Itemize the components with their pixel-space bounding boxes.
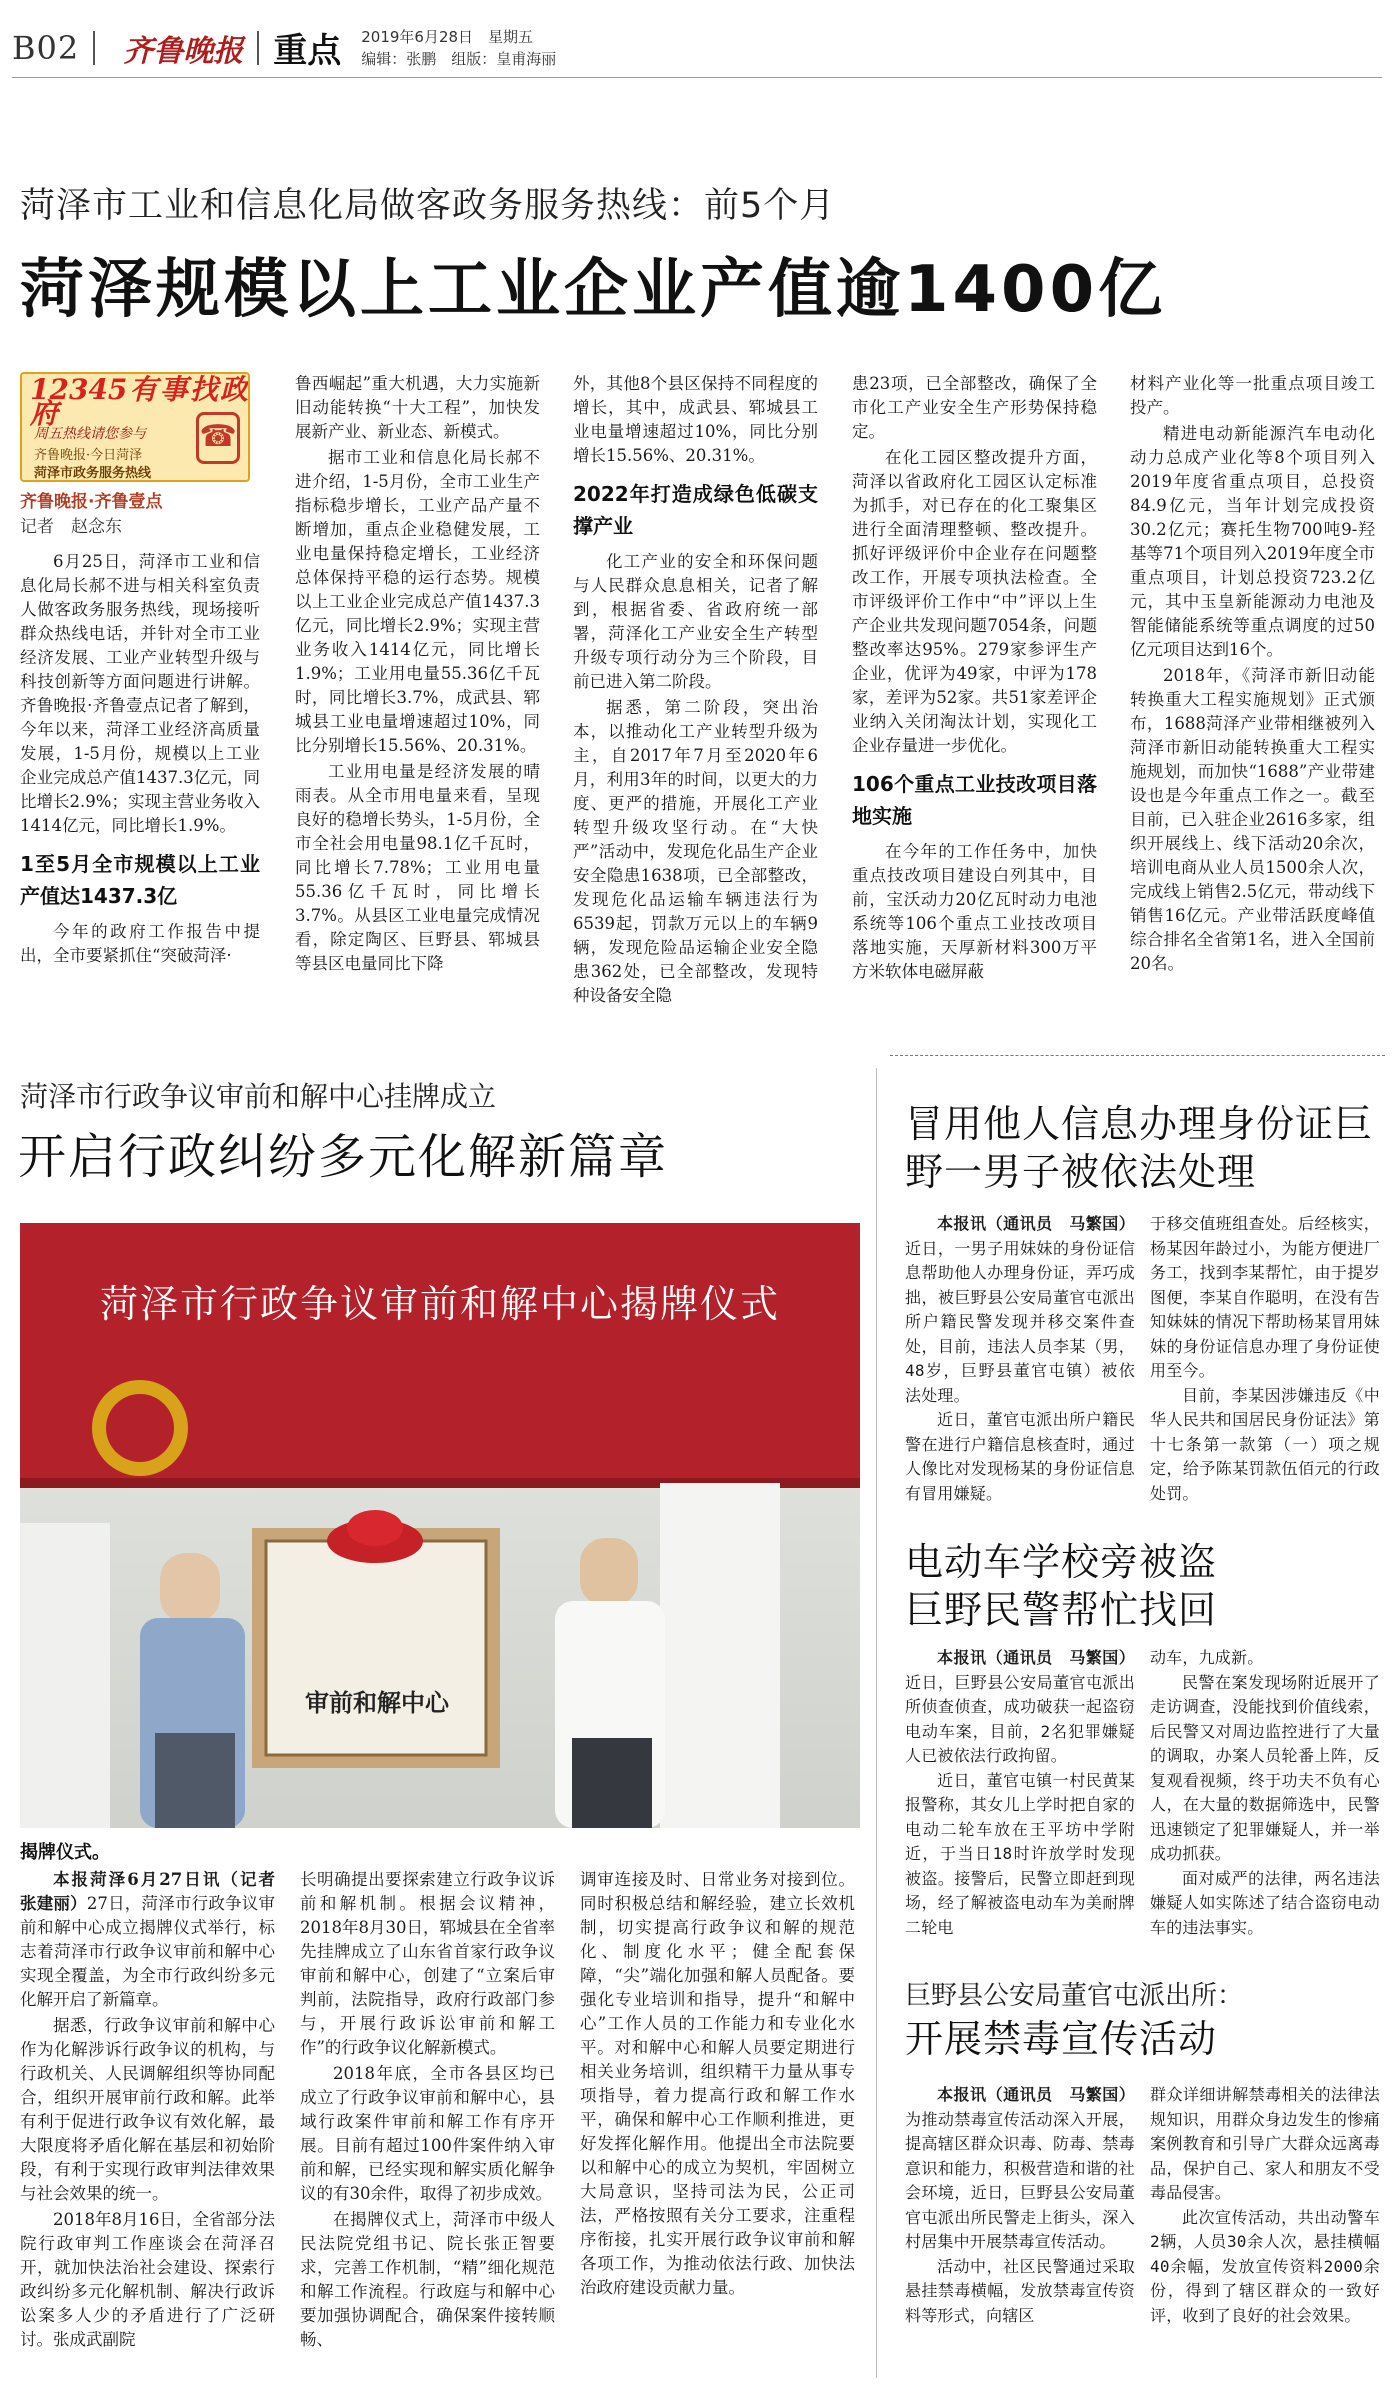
paragraph: 面对威严的法律，两名违法嫌疑人如实陈述了结合盗窃电动车的违法事实。 [1150,1868,1380,1937]
header-divider [257,31,259,65]
paragraph-text: 近日，巨野县公安局董官屯派出所侦查侦查，成功破获一起盗窃电动车案，目前，2名犯罪嫌疑人已被依法行政拘留。 [905,1672,1135,1765]
ceremony-photo [20,1223,860,1828]
header-editor: 编辑：张鹏 组版：皇甫海丽 [361,49,557,68]
dateline: 本报菏泽6月27日讯（记者 张建丽） [20,1870,292,1913]
story4-column-1 [905,1646,1135,1940]
paragraph: 群众详细讲解禁毒相关的法律法规知识，用群众身边发生的惨痛案例教育和引导广大群众远离毒品，保护自己、家人和朋友不受毒品侵害。 [1150,2085,1380,2202]
paragraph [905,1646,1135,1769]
plaque-text: 审前和解中心 [305,1688,449,1717]
section-divider [890,1055,1385,1056]
story1-column-3 [573,372,818,1010]
paragraph: 材料产业化等一批重点项目竣工投产。 [1130,374,1375,417]
byline: 齐鲁晚报·齐鲁壹点 [20,492,163,512]
section-title: 重点 [273,31,342,71]
story2-headline: 开启行政纠纷多元化解新篇章 [18,1129,669,1185]
column-divider [876,1068,877,2378]
paragraph: 于移交值班组查处。后经核实，杨某因年龄过小，为能方便进厂务工，找到李某帮忙，由于提岁图便，李某自作聪明，在没有告知妹妹的情况下帮助杨某冒用妹妹的身份证信息办理了身份证使用至今。 [1150,1214,1380,1380]
story1-kicker: 菏泽市工业和信息化局做客政务服务热线：前5个月 [20,186,836,226]
hotline-logo-sub: 周五热线请您参与 [34,426,146,442]
phone-icon: ☎ [196,412,240,464]
story3-headline: 冒用他人信息办理身份证巨野一男子被依法处理 [905,1102,1374,1194]
page-header [12,18,1382,78]
story1-column-4 [852,372,1097,986]
story2-column-3 [580,1868,855,2302]
paragraph: 据市工业和信息化局长郝不进介绍，1-5月份，全市工业生产指标稳步增长，工业产品产量不断增加，重点企业稳健发展，工业电量保持稳定增长，工业经济总体保持平稳的运行态势。规模以上工业企业完成总产值1437.3亿元，同比增长2.9%；实现主营业务收入1414亿元，同比增长1.9%；工业用电量55.36亿千瓦时，同比增长3.7%，成武县、郓城县工业电量增速超过10%，同比分别增长15.56%、20.31%。 [295,448,540,755]
paragraph: 近日，董官屯派出所户籍民警在进行户籍信息核查时，通过人像比对发现杨某的身份证信息有冒用嫌疑。 [905,1410,1135,1503]
story5-column-2 [1150,2083,1380,2328]
story1-headline: 菏泽规模以上工业企业产值逾1400亿 [20,253,1167,327]
photo-banner-text: 菏泽市行政争议审前和解中心揭牌仪式 [99,1282,780,1326]
paragraph: 目前，李某因涉嫌违反《中华人民共和国居民身份证法》第十七条第一款第（一）项之规定，给予陈某罚款伍佰元的行政处罚。 [1150,1385,1380,1503]
paragraph: 此次宣传活动，共出动警车2辆，人员30余人次，悬挂横幅40余幅，发放宣传资料2000余份，得到了辖区群众的一致好评，收到了良好的社会效果。 [1150,2207,1380,2325]
hotline-logo-sub: 菏泽市政务服务热线 [34,466,152,481]
paper-logo: 齐鲁晚报 [123,33,244,69]
paragraph [905,1212,1135,1408]
paragraph: 据悉，行政争议审前和解中心作为化解涉诉行政争议的机构，与行政机关、人民调解组织等协同配合，组织开展审前行政和解。此举有利于促进行政争议有效化解，最大限度将矛盾化解在基层和初始阶段，有利于实现行政审判法律效果与社会效果的统一。 [20,2016,275,2203]
paragraph: 近日，董官屯镇一村民黄某报警称，其女儿上学时把自家的电动二轮车放在王平坊中学附近，于当日18时许放学时发现被盗。接警后，民警立即赶到现场，经了解被盗电动车为美耐牌二轮电 [905,1770,1135,1937]
story3-column-2 [1150,1212,1380,1506]
paragraph: 工业用电量是经济发展的晴雨表。从全市用电量来看，呈现良好的稳增长势头，1-5月份，全市全社会用电量98.1亿千瓦时，同比增长7.78%；工业用电量55.36亿千瓦时，同比增长3.7%。从县区工业电量完成情况看，除定陶区、巨野县、郓城县等县区电量同比下降 [295,762,540,973]
paragraph-text: 近日，一男子用妹妹的身份证信息帮助他人办理身份证，弄巧成拙，被巨野县公安局董官屯派出所户籍民警发现并移交案件查处，目前，违法人员李某（男，48岁，巨野县董官屯镇）被依法处理。 [905,1238,1135,1405]
byline-reporter: 记者 赵念东 [20,517,122,537]
story5-kicker: 巨野县公安局董官屯派出所： [905,1981,1244,2011]
story4-column-2 [1150,1646,1380,1940]
story5-headline: 开展禁毒宣传活动 [905,2017,1218,2061]
paragraph: 患23项，已全部整改，确保了全市化工产业安全生产形势保持稳定。 [852,374,1097,441]
paragraph: 2018年，《菏泽市新旧动能转换重大工程实施规划》正式颁布，1688菏泽产业带相继被列入菏泽市新旧动能转换重大工程实施规划，而加快“1688”产业带建设也是今年重点工作之一。截至目前，已入驻企业2616多家，组织开展线上、线下活动20余次，培训电商从业人员1500余人次，完成线上销售2.5亿元，带动线下销售16亿元。产业带活跃度峰值综合排名全省第1名，进入全国前20名。 [1130,666,1375,973]
paragraph [905,2083,1135,2255]
hotline-logo-title: 12345有事找政府 [30,373,248,430]
story4-headline: 电动车学校旁被盗巨野民警帮忙找回 [905,1540,1218,1632]
paragraph: 据悉，第二阶段，突出治本，以推动化工产业转型升级为主，自2017年7月至2020年6月，利用3年的时间，以更大的力度、更严的措施，开展化工产业转型升级攻坚行动。在“大快严”活动中，发现危化品生产企业安全隐患1638项，已全部整改，发现危化品运输车辆违法行为6539起，罚款万元以上的车辆9辆，发现危险品运输企业安全隐患362处，已全部整改，发现特种设备安全隐 [573,698,818,1005]
paragraph: 外，其他8个县区保持不同程度的增长，其中，成武县、郓城县工业电量增速超过10%，同比分别增长15.56%、20.31%。 [573,374,818,465]
paragraph-text: 27日，菏泽市行政争议审前和解中心成立揭牌仪式举行，标志着菏泽市行政争议审前和解中心实现全覆盖，为全市行政纠纷多元化解开启了新篇章。 [20,1894,275,2009]
story2-column-1 [20,1868,292,2354]
page-number: B02 [12,28,80,67]
story5-column-1 [905,2083,1135,2328]
header-meta [361,26,556,70]
paragraph: 化工产业的安全和环保问题与人民群众息息相关，记者了解到，根据省委、省政府统一部署，菏泽化工产业安全生产转型升级专项行动分为三个阶段，目前已进入第二阶段。 [573,552,818,691]
paragraph: 精进电动新能源汽车电动化动力总成产业化等8个项目列入2019年度省重点项目，总投资84.9亿元，当年计划完成投资30.2亿元；赛托生物700吨9-羟基等71个项目列入2019年度全市重点项目，计划总投资723.2亿元，其中玉皇新能源动力电池及智能储能系统等重点调度的过50亿元项目达到16个。 [1130,424,1375,659]
paragraph [20,1868,292,2012]
photo-caption: 揭牌仪式。 [20,1842,110,1863]
story3-column-1 [905,1212,1135,1506]
hotline-logo-sub: 齐鲁晚报·今日菏泽 [34,448,143,463]
dateline: 本报讯（通讯员 马繁国） [937,2085,1135,2104]
paragraph: 在化工园区整改提升方面，菏泽以省政府化工园区认定标准为抓手，对已存在的化工聚集区进行全面清理整顿、整改提升。抓好评级评价中企业存在问题整改工作，开展专项执法检查。全市评级评价工作中“中”评以上生产企业共发现问题7054条，问题整改率达95%。279家参评生产企业，优评为49家，中评为178家，差评为52家。共51家差评企业纳入关闭淘汰计划，实现化工企业存量进一步优化。 [852,448,1097,755]
story1-column-5 [1130,372,1375,978]
paragraph: 2018年8月16日，全省部分法院行政审判工作座谈会在菏泽召开，就加快法治社会建设、探索行政纠纷多元化解机制、解决行政诉讼案多人少的矛盾进行了广泛研讨。张成武副院 [20,2210,275,2349]
dateline: 本报讯（通讯员 马繁国） [937,1648,1135,1667]
paragraph: 调审连接及时、日常业务对接到位。同时积极总结和解经验，建立长效机制，切实提高行政争议和解的规范化、制度化水平；健全配套保障，“尖”端化加强和解人员配备。要强化专业培训和指导，提升“和解中心”工作人员的工作能力和专业化水平。对和解中心和解人员要定期进行相关业务培训，组织精干力量从事专项指导，着力提高行政和解工作水平，确保和解中心工作顺利推进，更好发挥化解作用。他提出全市法院要以和解中心的成立为契机，牢固树立大局意识，坚持司法为民，公正司法，严格按照有关分工要求，注重程序衔接，扎实开展行政争议审前和解各项工作，为推动依法行政、加快法治政府建设贡献力量。 [580,1870,855,2297]
paragraph: 动车，九成新。 [1150,1648,1264,1667]
story2-column-2 [300,1868,555,2354]
dateline: 本报讯（通讯员 马繁国） [937,1214,1135,1233]
subheading: 2022年打造成绿色低碳支撑产业 [573,482,818,538]
paragraph: 鲁西崛起”重大机遇，大力实施新旧动能转换“十大工程”，加快发展新产业、新业态、新模式。 [295,374,540,441]
paragraph: 2018年底，全市各县区均已成立了行政争议审前和解中心，县域行政案件审前和解工作有序开展。目前有超过100件案件纳入审前和解，已经实现和解实质化解争议的有30余件，取得了初步成效。 [300,2064,555,2203]
hotline-logo [20,372,250,482]
paragraph: 在今年的工作任务中，加快重点技改项目建设白列其中，目前，宝沃动力20亿瓦时动力电池系统等106个重点工业技改项目落地实施，天厚新材料300万平方米软体电磁屏蔽 [852,842,1097,981]
story2-kicker: 菏泽市行政争议审前和解中心挂牌成立 [20,1080,497,1113]
story1-column-1 [20,372,260,970]
paragraph: 活动中，社区民警通过采取悬挂禁毒横幅，发放禁毒宣传资料等形式，向辖区 [905,2256,1135,2325]
paragraph: 长明确提出要探索建立行政争议诉前和解机制。根据会议精神，2018年8月30日，郓城县在全省率先挂牌成立了山东省首家行政争议审前和解中心，创建了“立案后审判前，法院指导，政府行政部门参与，开展行政诉讼审前和解工作”的行政争议化解新模式。 [300,1870,555,2057]
paragraph: 民警在案发现场附近展开了走访调查，没能找到价值线索，后民警又对周边监控进行了大量的调取，办案人员轮番上阵，反复观看视频，终于功夫不负有心人，在大量的数据筛选中，民警迅速锁定了犯罪嫌疑人，并一举成功抓获。 [1150,1672,1380,1863]
header-divider [93,31,95,65]
header-date: 2019年6月28日 星期五 [361,27,534,46]
paragraph-text: 为推动禁毒宣传活动深入开展，提高辖区群众识毒、防毒、禁毒意识和能力，积极营造和谐的社会环境，近日，巨野县公安局董官屯派出所民警走上街头，深入村居集中开展禁毒宣传活动。 [905,2109,1135,2251]
paragraph: 6月25日，菏泽市工业和信息化局长郝不进与相关科室负责人做客政务服务热线，现场接听群众热线电话，并针对全市工业经济发展、工业产业转型升级与科技创新等方面问题进行讲解。齐鲁晚报·齐鲁壹点记者了解到，今年以来，菏泽工业经济高质量发展，1-5月份，规模以上工业企业完成总产值1437.3亿元，同比增长2.9%；实现主营业务收入1414亿元，同比增长1.9%。 [20,552,260,835]
story1-column-2 [295,372,540,978]
paragraph: 在揭牌仪式上，菏泽市中级人民法院党组书记、院长张正智要求，完善工作机制，“精”细化规范和解工作流程。行政庭与和解中心要加强协调配合，确保案件接转顺畅、 [300,2210,555,2349]
paragraph: 今年的政府工作报告中提出，全市要紧抓住“突破菏泽· [20,922,260,965]
subheading: 1至5月全市规模以上工业产值达1437.3亿 [20,852,260,908]
subheading: 106个重点工业技改项目落地实施 [852,772,1097,828]
